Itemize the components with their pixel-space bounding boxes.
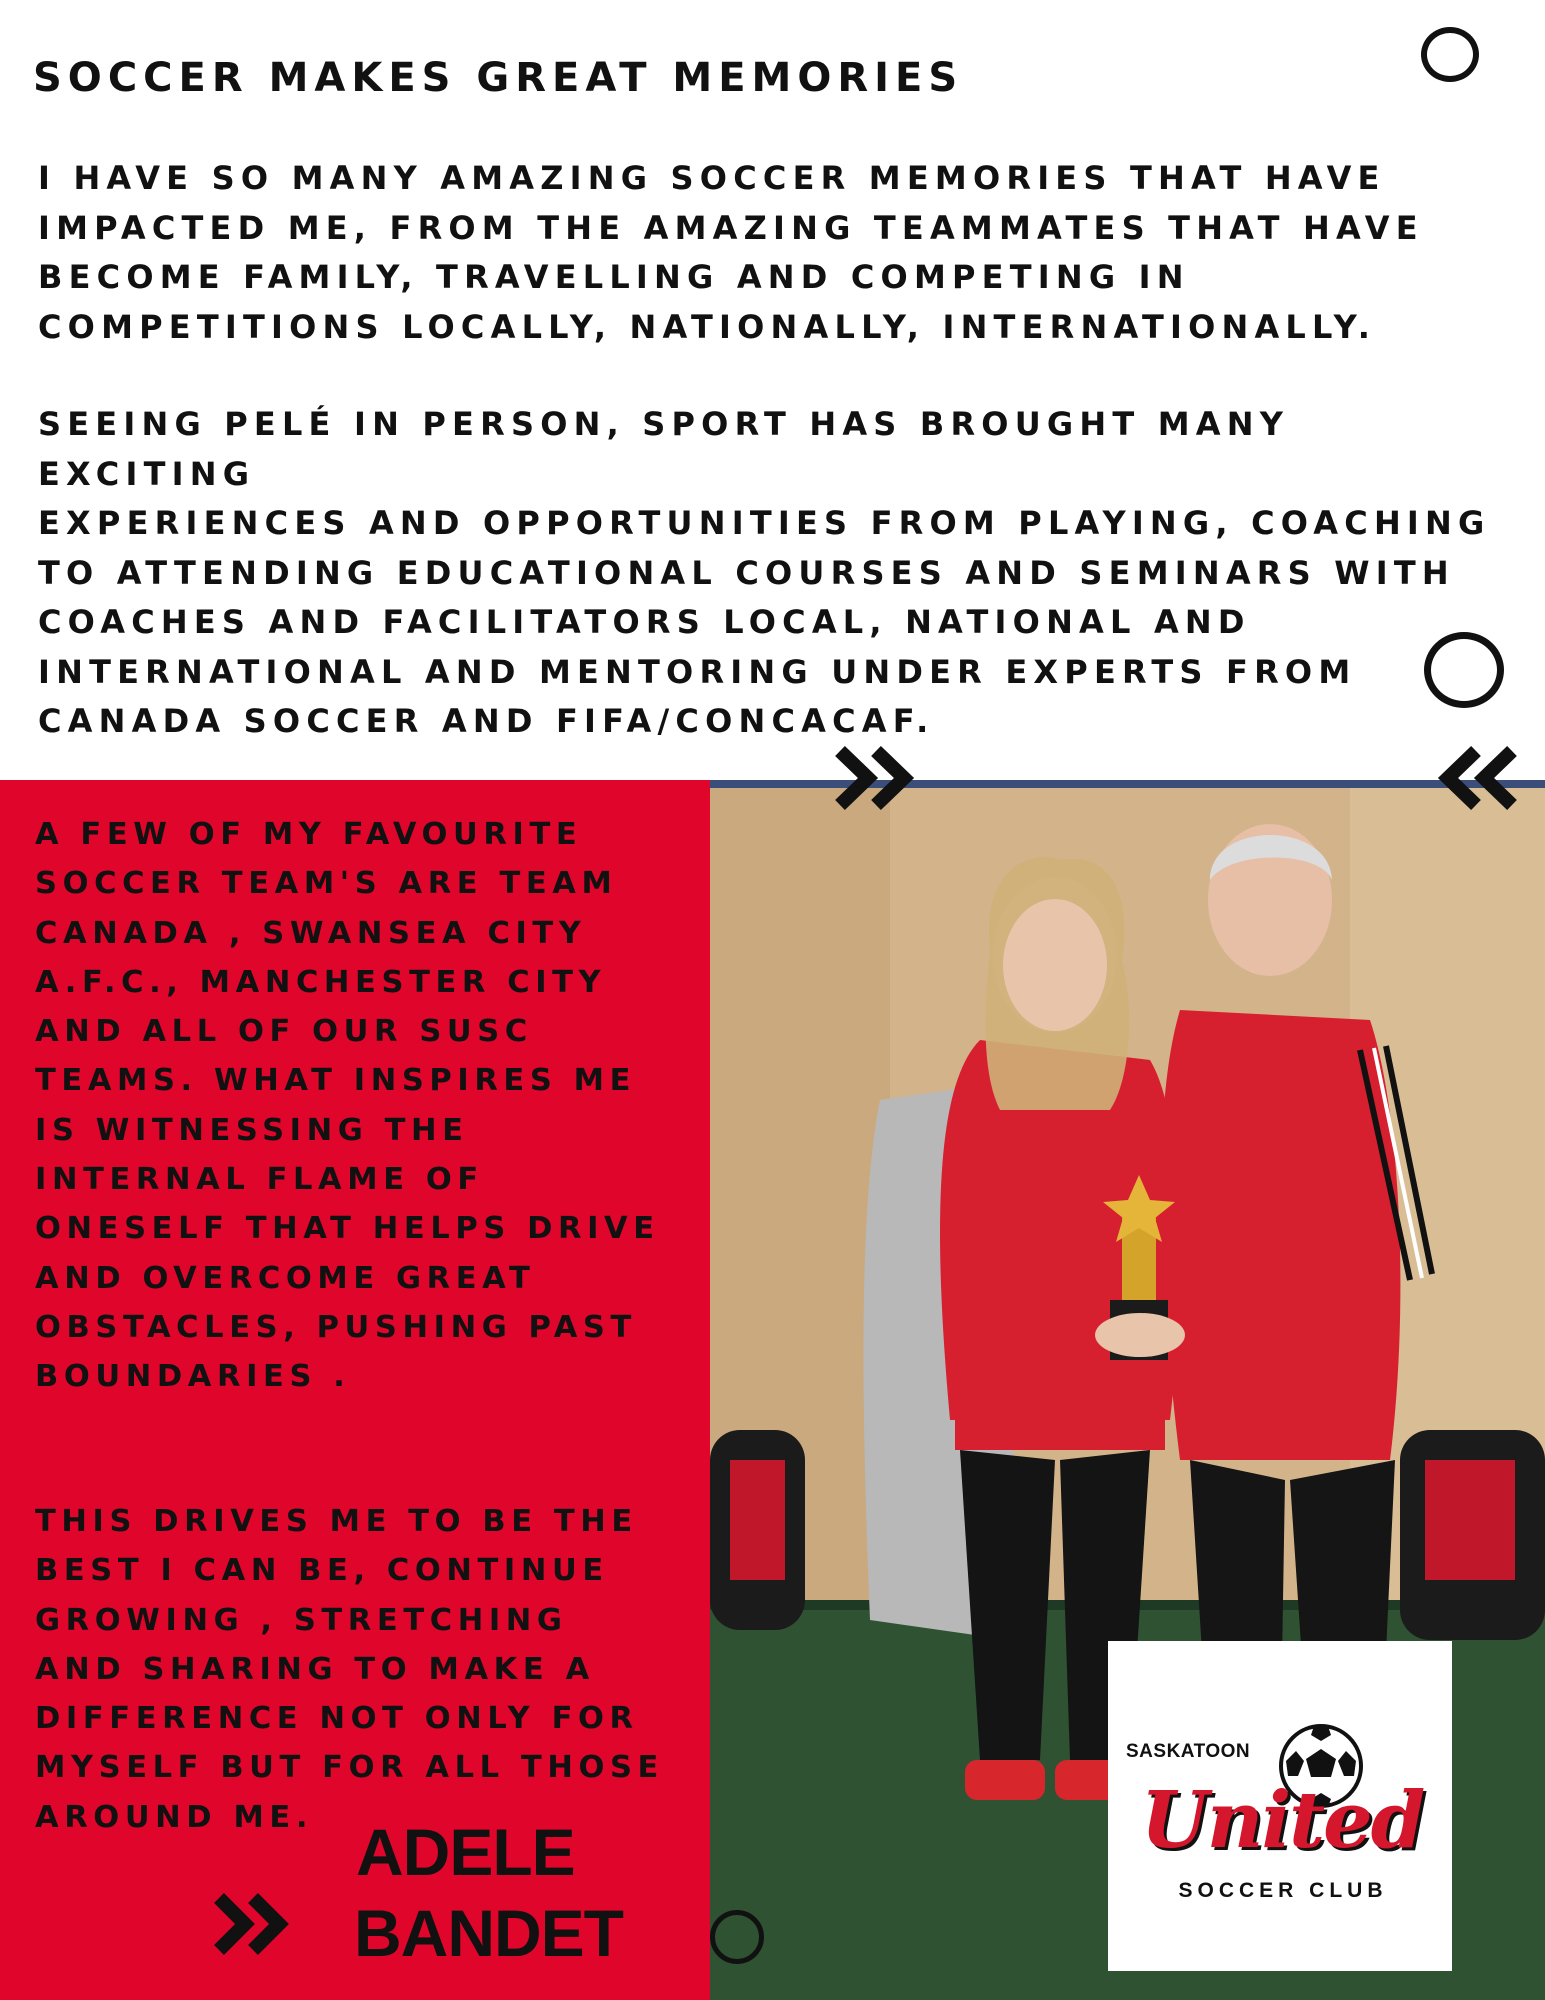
circle-ring-icon bbox=[710, 1910, 764, 1964]
page-heading: SOCCER MAKES GREAT MEMORIES bbox=[33, 55, 964, 101]
double-chevron-left-icon bbox=[1434, 745, 1518, 815]
panel-paragraph-2: THIS DRIVES ME TO BE THE BEST I CAN BE, CONTINUE GROWING , STRETCHING AND SHARING TO MAKE A DIFFERENCE NOT ONLY FOR MYSELF BUT FOR ALL THOSE AROUND ME. bbox=[35, 1504, 664, 1835]
panel-paragraph-1: A FEW OF MY FAVOURITE SOCCER TEAM'S ARE TEAM CANADA , SWANSEA CITY A.F.C., MANCHESTER CITY AND ALL OF OUR SUSC TEAMS. WHAT INSPIRES ME IS WITNESSING THE INTERNAL FLAME OF ONESELF THAT HELPS DRIVE AND OVERCOME GREAT OBSTACLES, PUSHING PAST BOUNDARIES . bbox=[35, 817, 660, 1395]
logo-city: SASKATOON bbox=[1126, 1741, 1251, 1762]
double-chevron-right-icon bbox=[213, 1890, 293, 1962]
circle-ring-icon bbox=[1424, 632, 1504, 708]
circle-ring-icon bbox=[1421, 27, 1479, 82]
intro-paragraph-1: I HAVE SO MANY AMAZING SOCCER MEMORIES THAT HAVE IMPACTED ME, FROM THE AMAZING TEAMMATES THAT HAVE BECOME FAMILY, TRAVELLING AND COMPETING IN COMPETITIONS LOCALLY, NATIONALLY, INTERNATIONALLY. bbox=[38, 159, 1424, 346]
name-last: BANDET bbox=[354, 1896, 623, 1970]
intro-paragraph-2: SEEING PELÉ IN PERSON, SPORT HAS BROUGHT MANY EXCITING EXPERIENCES AND OPPORTUNITIES FROM PLAYING, COACHING TO ATTENDING EDUCATIONAL COURSES AND SEMINARS WITH COACHES AND FACILITATORS LOCAL, NATIONAL AND INTERNATIONAL AND MENTORING UNDER EXPERTS FROM CANADA SOCCER AND FIFA/CONCACAF. bbox=[38, 405, 1491, 740]
name-first: ADELE bbox=[356, 1815, 575, 1889]
logo-script: United bbox=[1140, 1775, 1424, 1866]
logo-club: SOCCER CLUB bbox=[1178, 1879, 1388, 1902]
double-chevron-right-icon bbox=[834, 745, 918, 815]
club-logo bbox=[1108, 1641, 1452, 1971]
